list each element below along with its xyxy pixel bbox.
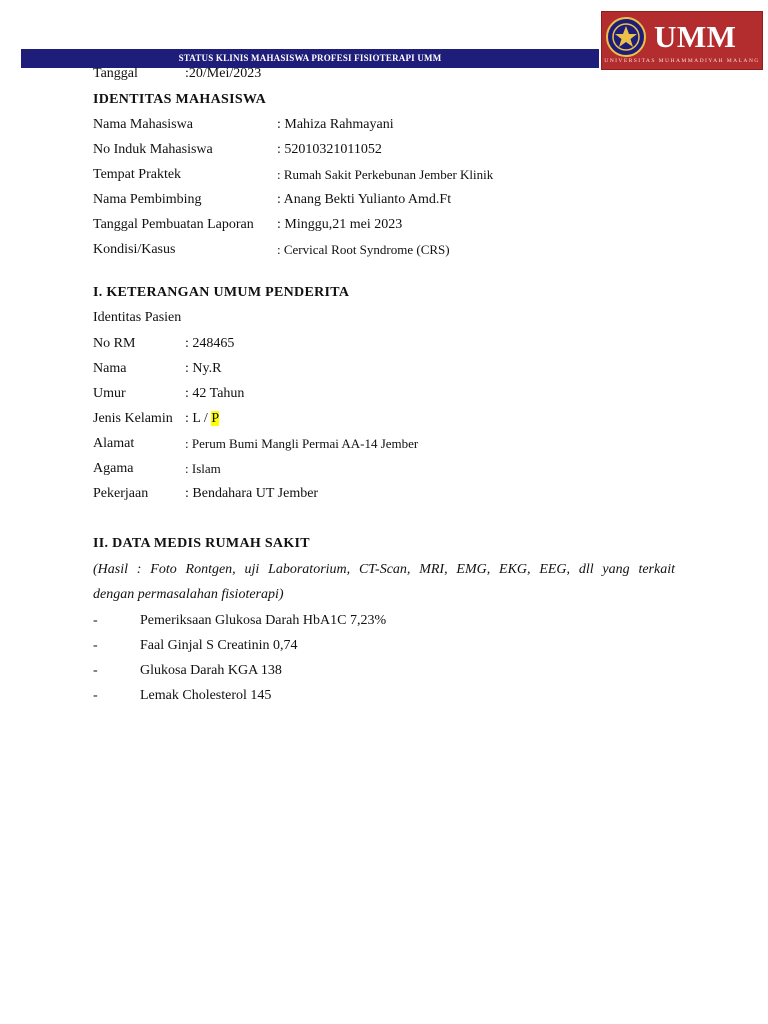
identitas-value: : Anang Bekti Yulianto Amd.Ft — [277, 192, 452, 207]
pasien-row — [93, 386, 245, 402]
pasien-value — [185, 411, 219, 427]
identitas-pasien-subheading: Identitas Pasien — [93, 310, 182, 325]
tanggal-value: :20/Mei/2023 — [185, 66, 262, 81]
umm-logo — [601, 11, 763, 70]
identitas-value: : 52010321011052 — [277, 142, 382, 157]
university-emblem-icon — [606, 17, 646, 57]
tanggal-label: Tanggal — [93, 66, 138, 81]
pasien-row — [93, 361, 222, 377]
document-header-title: STATUS KLINIS MAHASISWA PROFESI FISIOTERAPI UMM — [21, 49, 599, 68]
identitas-label: Kondisi/Kasus — [93, 242, 176, 257]
identitas-label: Nama Mahasiswa — [93, 117, 193, 132]
identitas-row — [93, 242, 450, 258]
pasien-value: : Bendahara UT Jember — [185, 486, 319, 501]
pasien-value: : Perum Bumi Mangli Permai AA-14 Jember — [185, 436, 419, 451]
pasien-label: Pekerjaan — [93, 486, 149, 501]
identitas-value: : Rumah Sakit Perkebunan Jember Klinik — [277, 167, 494, 182]
data-medis-heading: II. DATA MEDIS RUMAH SAKIT — [93, 536, 310, 551]
pasien-row — [93, 336, 235, 352]
identitas-value: : Mahiza Rahmayani — [277, 117, 394, 132]
identitas-row — [93, 192, 452, 208]
pasien-row — [93, 486, 319, 502]
identitas-row — [93, 117, 394, 133]
pasien-label: Agama — [93, 461, 134, 476]
identitas-label: Tanggal Pembuatan Laporan — [93, 217, 254, 232]
identitas-label: No Induk Mahasiswa — [93, 142, 213, 157]
pasien-row — [93, 461, 221, 477]
identitas-row — [93, 142, 382, 158]
pasien-label: Jenis Kelamin — [93, 411, 173, 426]
list-item-text: Lemak Cholesterol 145 — [140, 688, 272, 703]
keterangan-umum-heading: I. KETERANGAN UMUM PENDERITA — [93, 285, 350, 300]
list-dash: - — [93, 663, 98, 678]
list-dash: - — [93, 688, 98, 703]
gender-options: : L / — [185, 411, 212, 426]
identitas-row — [93, 217, 403, 233]
list-dash: - — [93, 613, 98, 628]
pasien-label: Nama — [93, 361, 127, 376]
pasien-row — [93, 411, 220, 427]
pasien-value: : Ny.R — [185, 361, 222, 376]
identitas-label: Tempat Praktek — [93, 167, 182, 182]
tanggal-row — [93, 66, 262, 82]
pasien-label: Umur — [93, 386, 126, 401]
identitas-value: : Cervical Root Syndrome (CRS) — [277, 242, 450, 257]
list-dash: - — [93, 638, 98, 653]
identitas-label: Nama Pembimbing — [93, 192, 202, 207]
logo-subtitle: UNIVERSITAS MUHAMMADIYAH MALANG — [604, 58, 760, 64]
identitas-row — [93, 167, 494, 183]
pasien-value: : 248465 — [185, 336, 235, 351]
list-item-text: Glukosa Darah KGA 138 — [140, 663, 282, 678]
pasien-row — [93, 436, 419, 452]
identitas-value: : Minggu,21 mei 2023 — [277, 217, 403, 232]
pasien-label: No RM — [93, 336, 136, 351]
pasien-label: Alamat — [93, 436, 135, 451]
logo-text: UMM — [654, 19, 737, 54]
list-item-text: Faal Ginjal S Creatinin 0,74 — [140, 638, 298, 653]
data-medis-note-cont: dengan permasalahan fisioterapi) — [93, 587, 284, 602]
pasien-value: : Islam — [185, 461, 221, 476]
list-item-text: Pemeriksaan Glukosa Darah HbA1C 7,23% — [140, 613, 387, 628]
gender-selected-highlight: P — [211, 411, 220, 426]
identitas-mahasiswa-heading: IDENTITAS MAHASISWA — [93, 92, 267, 107]
pasien-value: : 42 Tahun — [185, 386, 245, 401]
data-medis-note: (Hasil : Foto Rontgen, uji Laboratorium, CT-Scan, MRI, EMG, EKG, EEG, dll yang terkait — [93, 562, 675, 577]
